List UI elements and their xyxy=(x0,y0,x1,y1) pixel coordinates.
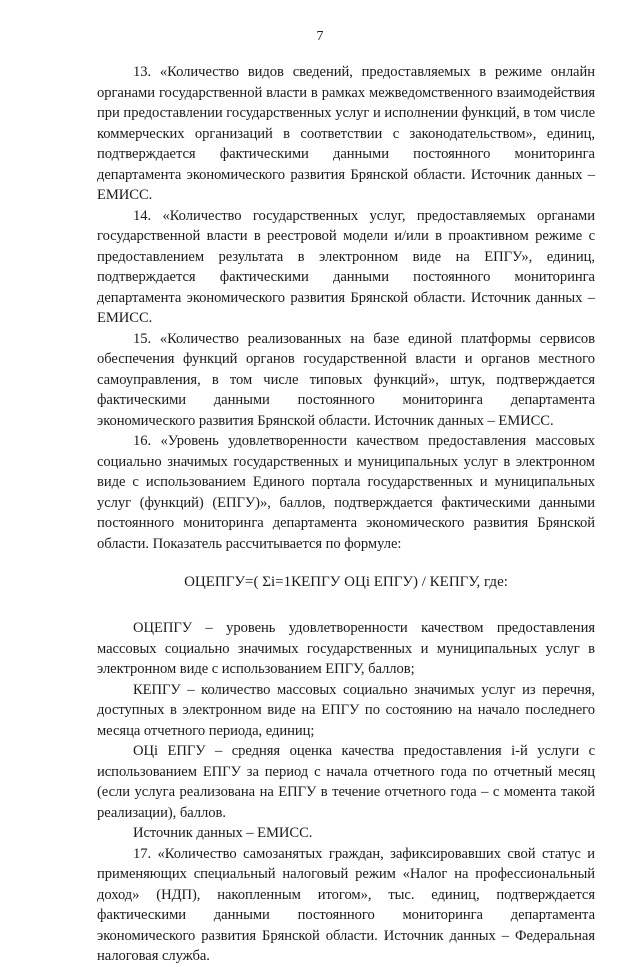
paragraph-17: 17. «Количество самозанятых граждан, зафиксировавших свой статус и применяющих специальный налоговый режим «Налог на профессиональный доход» (НДП), накопленным итогом», тыс. единиц, подтверждается фактическими данными постоянного мониторинга департамента экономического развития Брянской области. Источник данных – Федеральная налоговая служба. xyxy=(97,845,595,964)
paragraph-15: 15. «Количество реализованных на базе единой платформы сервисов обеспечения функций органов государственной власти и органов местного самоуправления, в том числе типовых функций», штук, подтверждается фактическими данными постоянного мониторинга департамента экономического развития Брянской области. Источник данных – ЕМИСС. xyxy=(97,330,595,429)
page-number: 7 xyxy=(316,29,324,44)
paragraph-13: 13. «Количество видов сведений, предоставляемых в режиме онлайн органами государственной власти в рамках межведомственного взаимодействия при предоставлении государственных услуг и исполнении функций, в том числе коммерческих организаций в соответствии с законодательством», единиц, подтверждается фактическими данными постоянного мониторинга департамента экономического развития Брянской области. Источник данных – ЕМИСС. xyxy=(97,64,595,203)
formula: ОЦЕПГУ=( Σi=1КЕПГУ ОЦi ЕПГУ) / КЕПГУ, где: xyxy=(184,574,508,590)
definition-ocepgu: ОЦЕПГУ – уровень удовлетворенности качеством предоставления массовых социально значимых государственных и муниципальных услуг в электронном виде с использованием ЕПГУ, баллов; xyxy=(97,620,595,677)
paragraph-16: 16. «Уровень удовлетворенности качеством предоставления массовых социально значимых государственных и муниципальных услуг в электронном виде с использованием Единого портала государственных и муниципальных услуг (функций) (ЕПГУ)», баллов, подтверждается фактическими данными постоянного мониторинга департамента экономического развития Брянской области. Показатель рассчитывается по формуле: xyxy=(97,433,595,552)
source-16: Источник данных – ЕМИСС. xyxy=(133,825,313,841)
paragraph-14: 14. «Количество государственных услуг, предоставляемых органами государственной власти в реестровой модели и/или в проактивном режиме с предоставлением результата в электронном виде на ЕПГУ», единиц, подтверждается фактическими данными постоянного мониторинга департамента экономического развития Брянской области. Источник данных – ЕМИСС. xyxy=(97,207,595,326)
definition-oci-epgu: ОЦi ЕПГУ – средняя оценка качества предоставления i-й услуги с использованием ЕПГУ за период с начала отчетного года по отчетный месяц (если услуга реализована на ЕПГУ в течение отчетного года – с момента такой реализации), баллов. xyxy=(97,743,595,821)
document-body xyxy=(97,62,595,967)
definition-kepgu: КЕПГУ – количество массовых социально значимых услуг из перечня, доступных в электронном виде на ЕПГУ по состоянию на начало последнего месяца отчетного периода, единиц; xyxy=(97,681,595,739)
